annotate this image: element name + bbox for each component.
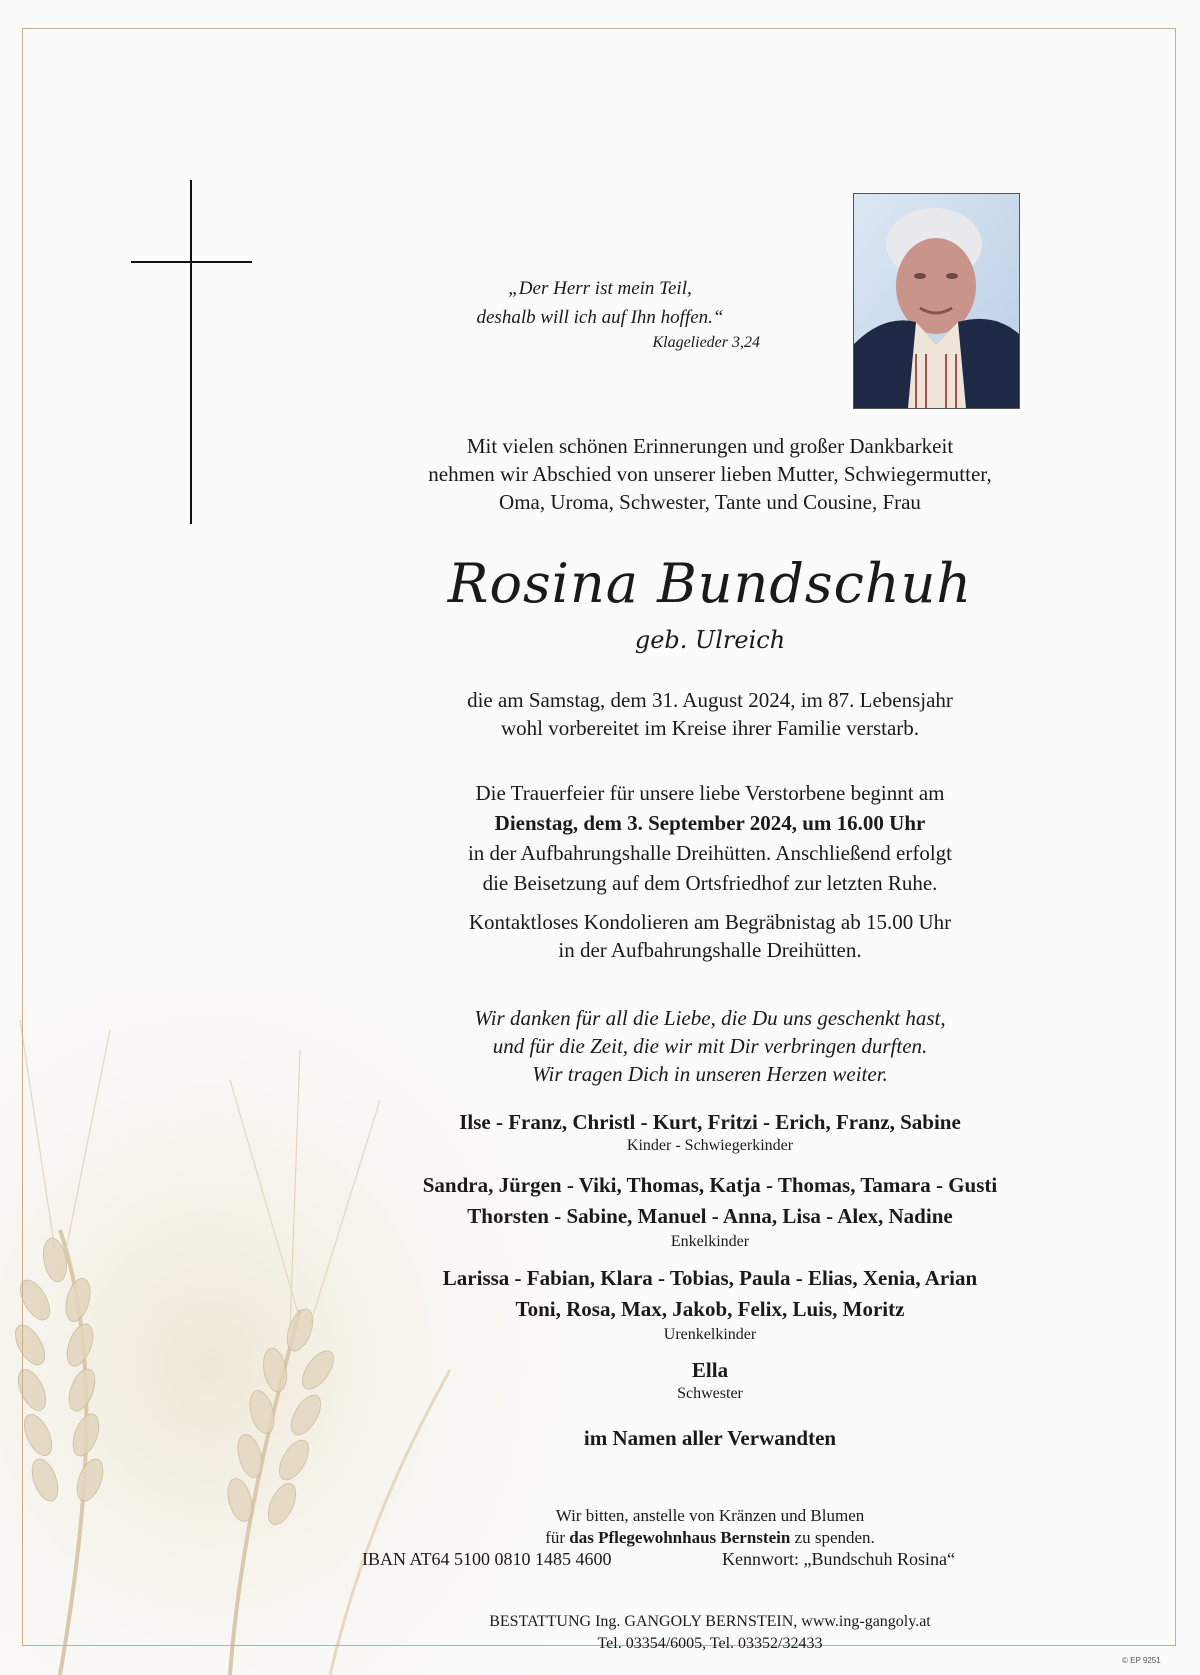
- death-line: die am Samstag, dem 31. August 2024, im 87. Lebensjahr: [467, 688, 953, 712]
- great-grandchildren-names: Larissa - Fabian, Klara - Tobias, Paula - Elias, Xenia, Arian: [442, 1266, 978, 1290]
- condolence-info: [250, 908, 1170, 964]
- children-names: Ilse - Franz, Christl - Kurt, Fritzi - Erich, Franz, Sabine: [459, 1110, 961, 1134]
- intro-text: [250, 432, 1170, 516]
- great-grandchildren-role: Urenkelkinder: [663, 1326, 757, 1343]
- grandchildren-names: Sandra, Jürgen - Viki, Thomas, Katja - Thomas, Tamara - Gusti: [422, 1173, 998, 1197]
- ceremony-line: Die Trauerfeier für unsere liebe Verstorbene beginnt am: [475, 781, 945, 805]
- portrait-photo: [853, 193, 1020, 409]
- sister-name: Ella: [691, 1358, 729, 1382]
- donation-line: Wir bitten, anstelle von Kränzen und Blumen: [555, 1506, 865, 1525]
- thanks-line: Wir danken für all die Liebe, die Du uns geschenkt hast,: [474, 1006, 946, 1030]
- family-sister: [250, 1356, 1170, 1404]
- thanks-text: [250, 1004, 1170, 1088]
- cross-icon-bar: [131, 261, 252, 263]
- undertaker-info: [250, 1611, 1170, 1655]
- cross-icon: [190, 180, 192, 524]
- death-line: wohl vorbereitet im Kreise ihrer Familie verstarb.: [500, 716, 920, 740]
- quote-reference: Klagelieder 3,24: [652, 334, 760, 351]
- birth-name: geb. Ulreich: [634, 626, 786, 654]
- family-children: [250, 1108, 1170, 1156]
- intro-line: Mit vielen schönen Erinnerungen und großer Dankbarkeit: [466, 434, 954, 458]
- keyword-text: Kennwort: „Bundschuh Rosina“: [722, 1549, 955, 1569]
- donation-line: [250, 1527, 1170, 1549]
- donation-recipient: das Pflegewohnhaus Bernstein: [569, 1528, 791, 1547]
- intro-line: nehmen wir Abschied von unserer lieben Mutter, Schwiegermutter,: [428, 462, 992, 486]
- grandchildren-names: Thorsten - Sabine, Manuel - Anna, Lisa - Alex, Nadine: [467, 1204, 953, 1228]
- ceremony-info: [250, 778, 1170, 898]
- condolence-line: in der Aufbahrungshalle Dreihütten.: [558, 938, 862, 962]
- family-grandchildren: [250, 1170, 1170, 1252]
- condolence-line: Kontaktloses Kondolieren am Begräbnistag ab 15.00 Uhr: [468, 910, 952, 934]
- thanks-line: und für die Zeit, die wir mit Dir verbringen durften.: [492, 1034, 928, 1058]
- children-role: Kinder - Schwiegerkinder: [626, 1137, 794, 1154]
- donation-request: [250, 1505, 1170, 1549]
- undertaker-line: Tel. 03354/6005, Tel. 03352/32433: [597, 1635, 823, 1652]
- grandchildren-role: Enkelkinder: [670, 1233, 750, 1250]
- quote-line: deshalb will ich auf Ihn hoffen.“: [476, 307, 724, 328]
- quote-line: „Der Herr ist mein Teil,: [508, 278, 692, 299]
- family-great-grandchildren: [250, 1263, 1170, 1345]
- sister-role: Schwester: [677, 1385, 743, 1402]
- iban-text: IBAN AT64 5100 0810 1485 4600: [362, 1549, 612, 1569]
- donation-suffix: zu spenden.: [794, 1528, 875, 1547]
- death-notice: [250, 686, 1170, 742]
- donation-prefix: für: [545, 1528, 566, 1547]
- ceremony-line: in der Aufbahrungshalle Dreihütten. Anschließend erfolgt: [467, 841, 953, 865]
- deceased-name: Rosina Bundschuh: [447, 552, 973, 615]
- undertaker-line: BESTATTUNG Ing. GANGOLY BERNSTEIN, www.ing-gangoly.at: [489, 1613, 931, 1630]
- great-grandchildren-names: Toni, Rosa, Max, Jakob, Felix, Luis, Moritz: [515, 1297, 905, 1321]
- intro-line: Oma, Uroma, Schwester, Tante und Cousine, Frau: [499, 490, 921, 514]
- bible-quote: [410, 274, 790, 332]
- ceremony-date: Dienstag, dem 3. September 2024, um 16.00 Uhr: [494, 811, 926, 835]
- copyright-note: © EP 9251: [1122, 1656, 1161, 1665]
- ceremony-line: die Beisetzung auf dem Ortsfriedhof zur letzten Ruhe.: [482, 871, 938, 895]
- family-closing: im Namen aller Verwandten: [583, 1426, 837, 1450]
- thanks-line: Wir tragen Dich in unseren Herzen weiter.: [532, 1062, 888, 1086]
